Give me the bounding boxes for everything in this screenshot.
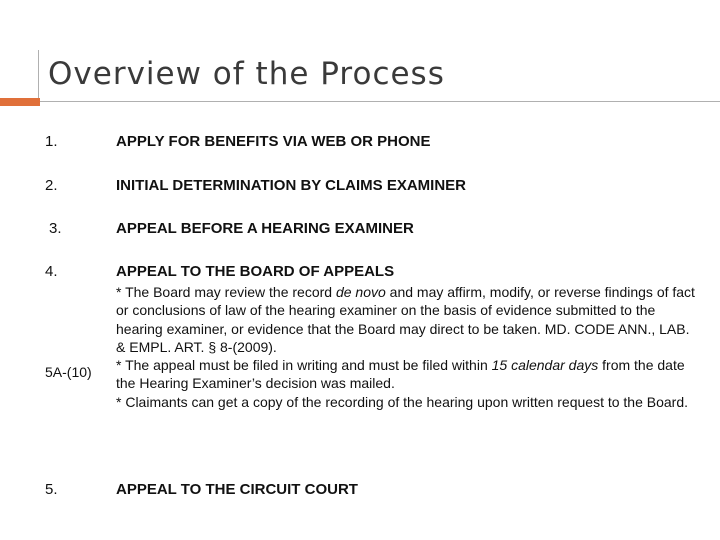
step-2-label: INITIAL DETERMINATION BY CLAIMS EXAMINER [116,177,467,194]
step-4-label: APPEAL TO THE BOARD OF APPEALS [116,263,395,280]
step-1-label: APPLY FOR BENEFITS VIA WEB OR PHONE [116,133,431,150]
note-1-text-a: * The Board may review the record [116,284,336,300]
note-2-text-a: * The appeal must be filed in writing and must be filed within [116,357,492,374]
note-1-text-b: and may affirm, modify, or reverse findings of fact or conclusions of law of the hearing examiner on the basis of evidence submitted to the hearing examiner, or evidence that the Board may direct to be taken. MD. CODE ANN., LAB. & EMPL. ART. § 8-(2009). [116,284,695,355]
step-2-number: 2. [45,177,58,194]
note-1-italic: de novo [335,284,386,300]
step-3-label: APPEAL BEFORE A HEARING EXAMINER [116,220,414,237]
note-recording-copy: * Claimants can get a copy of the recording of the hearing upon written request to the Board. [116,393,689,410]
step-1-number: 1. [45,133,58,150]
board-notes [116,283,696,411]
step-4-number: 4. [45,263,58,280]
accent-bar [0,98,40,106]
step-3-number: 3. [49,220,62,237]
statute-reference: 5A-(10) [45,364,92,380]
note-de-novo [116,283,696,356]
note-2-italic: 15 calendar days [491,357,599,374]
title-divider-vertical [38,50,39,105]
title-rule [40,101,720,102]
note-filing-deadline [116,356,696,393]
note-2-text-b: from the date the Hearing Examiner’s decision was mailed. [116,357,685,392]
page-title: Overview of the Process [48,56,445,92]
step-5-label: APPEAL TO THE CIRCUIT COURT [116,481,358,498]
step-5-number: 5. [45,481,58,498]
